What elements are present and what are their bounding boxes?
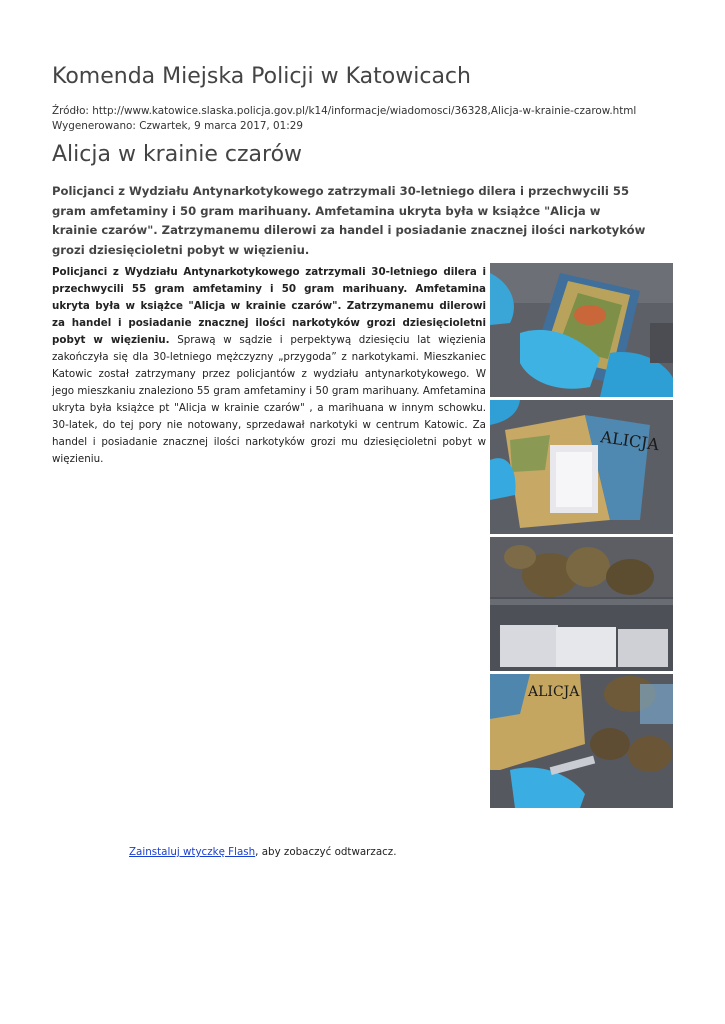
article-title: Alicja w krainie czarów bbox=[52, 142, 303, 167]
document-page bbox=[52, 0, 676, 1024]
article-body-text: Sprawą w sądzie i perpektywą dziesięciu lat więzienia zakończyła się dla 30-letniego mężczyzny „przygoda” z narkotykami. Mieszkaniec Katowic został zatrzymany przez policjantów z wydziału antynarkotykowego. W jego mieszkaniu znaleziono 55 gram amfetaminy i 50 gram marihuany. Amfetamina ukryta była książce pt "Alicja w krainie czarów" , a marihuana w innym schowku. 30-latek, do tej pory nie notowany, sprzedawał narkotyki w centrum Katowic. Za handel i posiadanie znacznej ilości narkotyków grozi mu dziesięcioletni pobyt w więzieniu. bbox=[52, 334, 486, 465]
site-title: Komenda Miejska Policji w Katowicach bbox=[52, 64, 471, 89]
svg-text:ALICJA: ALICJA bbox=[528, 684, 580, 700]
photo-drug-bags bbox=[490, 537, 673, 671]
photo-book-and-bags bbox=[490, 674, 673, 808]
flash-notice-suffix: , aby zobaczyć odtwarzacz. bbox=[255, 846, 397, 858]
flash-notice bbox=[129, 846, 396, 858]
svg-text:ALICJA: ALICJA bbox=[599, 427, 661, 455]
generated-line: Wygenerowano: Czwartek, 9 marca 2017, 01:29 bbox=[52, 120, 303, 132]
photo-open-book bbox=[490, 400, 673, 534]
article-lead: Policjanci z Wydziału Antynarkotykowego zatrzymali 30-letniego dilera i przechwycili 55 gram amfetaminy i 50 gram marihuany. Amfetamina ukryta była w książce "Alicja w krainie czarów". Zatrzymanemu dilerowi za handel i posiadanie znacznej ilości narkotyków grozi dziesięcioletni pobyt w więzieniu. bbox=[52, 184, 646, 257]
article-body bbox=[52, 264, 486, 468]
photo-gallery bbox=[490, 263, 673, 811]
source-line: Źródło: http://www.katowice.slaska.policja.gov.pl/k14/informacje/wiadomosci/36328,Alicja-w-krainie-czarow.html bbox=[52, 105, 637, 117]
photo-book-gloves bbox=[490, 263, 673, 397]
install-flash-link[interactable]: Zainstaluj wtyczkę Flash bbox=[129, 846, 256, 858]
meta-info bbox=[52, 104, 636, 134]
article-body-bold: Policjanci z Wydziału Antynarkotykowego zatrzymali 30-letniego dilera i przechwycili 55 gram amfetaminy i 50 gram marihuany. Amfetamina ukryta była w książce "Alicja w krainie czarów". Zatrzymanemu dilerowi za handel i posiadanie znacznej ilości narkotyków grozi dziesięcioletni pobyt w więzieniu. bbox=[52, 266, 486, 346]
